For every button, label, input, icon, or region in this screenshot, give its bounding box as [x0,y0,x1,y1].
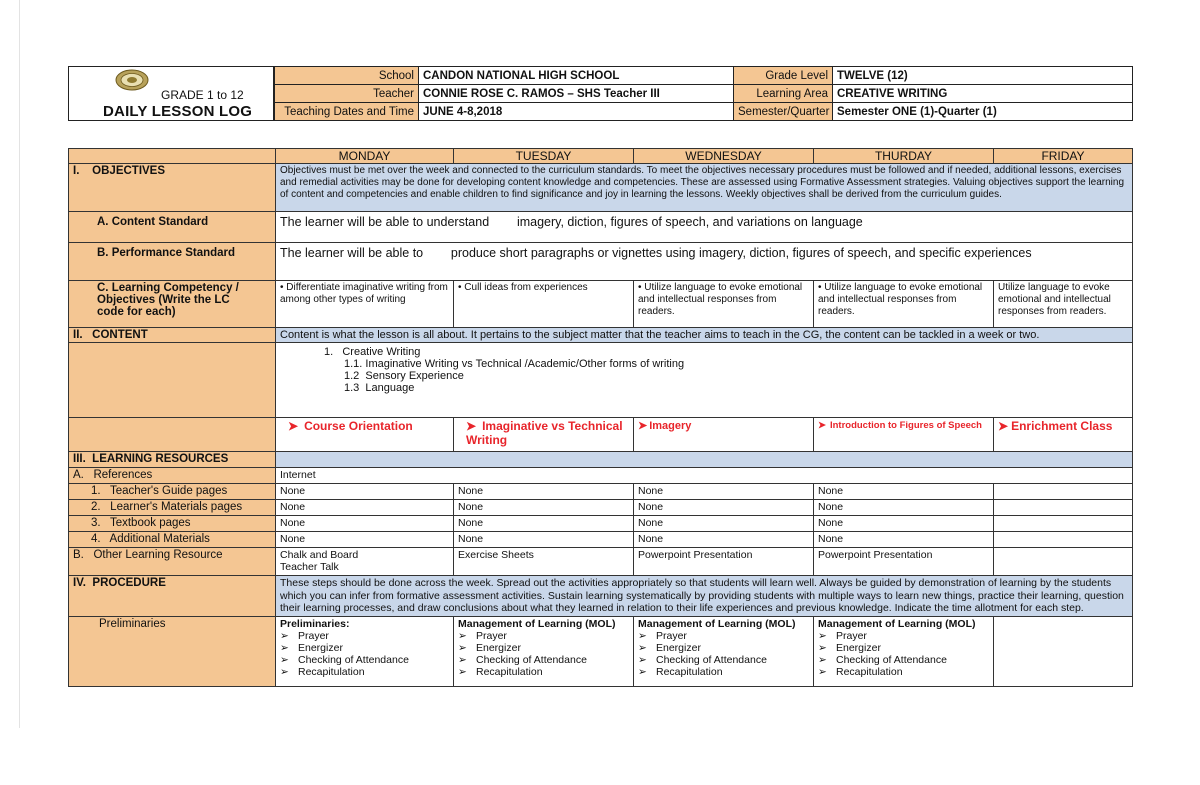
references-label: A. References [69,468,276,484]
content-standard-label: A. Content Standard [69,212,276,243]
grade-level-label: Grade Level [734,67,833,85]
topic-tuesday [454,418,634,452]
outline-item: 1.2 Sensory Experience [344,370,464,382]
arrow-bullet-icon: ➢ [280,629,289,642]
arrow-bullet-icon: ➢ [818,641,827,654]
resource-row-label: 3. Textbook pages [69,516,276,532]
topic-text: Course Orientation [304,419,413,433]
dates-value: JUNE 4-8,2018 [419,103,734,121]
arrow-bullet-icon: ➢ [818,665,827,678]
topic-friday [994,418,1133,452]
outline-item: 1. Creative Writing [324,346,421,358]
resource-cell: None [634,532,814,548]
competency-label: C. Learning Competency / Objectives (Write the LC code for each) [69,281,276,328]
performance-standard-value: The learner will be able to produce short paragraphs or vignettes using imagery, diction, figures of speech, and specific experiences [276,243,1133,281]
preliminaries-wednesday [634,616,814,686]
grade-level-value: TWELVE (12) [833,67,1133,85]
arrow-bullet-icon: ➤ [466,419,477,433]
other-resource-cell: Powerpoint Presentation [814,548,994,576]
dates-label: Teaching Dates and Time [274,103,419,121]
content-heading: II. CONTENT [69,328,276,343]
teacher-label: Teacher [274,85,419,103]
procedure-item: Recapitulation [836,665,903,678]
resource-row-label: 2. Learner's Materials pages [69,500,276,516]
arrow-bullet-icon: ➢ [818,629,827,642]
learning-area-label: Learning Area [734,85,833,103]
lesson-log-table [68,148,1133,687]
preliminaries-label: Preliminaries [69,616,276,686]
resources-band [276,452,1133,468]
header-table [68,66,1133,121]
log-title: DAILY LESSON LOG [103,103,253,120]
resource-cell: None [814,532,994,548]
topic-text: Imagery [649,420,692,432]
outline-item: 1.1. Imaginative Writing vs Technical /Academic/Other forms of writing [344,358,685,370]
arrow-bullet-icon: ➢ [458,653,467,666]
procedure-item: Checking of Attendance [656,653,767,666]
resource-cell: None [814,500,994,516]
teacher-value: CONNIE ROSE C. RAMOS – SHS Teacher III [419,85,734,103]
procedure-item: Prayer [476,629,507,642]
school-label: School [274,67,419,85]
references-value: Internet [276,468,1133,484]
competency-text: • Cull ideas from experiences [458,282,629,294]
resource-cell: None [276,500,454,516]
procedure-title: Management of Learning (MOL) [458,617,616,630]
objectives-note: Objectives must be met over the week and connected to the curriculum standards. To meet the objectives necessary procedures must be followed and if needed, additional lessons, exercises and remedial activities may be done for developing content knowledge and competencies. These are assessed using Formative Assessment strategies. Valuing objectives support the learning of content and competencies and enable children to find significance and joy in learning the lessons. Weekly objectives shall be derived from the curriculum guides. [276,164,1133,212]
preliminaries-friday [994,616,1133,686]
performance-standard-label: B. Performance Standard [69,243,276,281]
semester-value: Semester ONE (1)-Quarter (1) [833,103,1133,121]
competency-text: • Utilize language to evoke emotional and intellectual responses from readers. [818,282,989,318]
procedure-item: Prayer [298,629,329,642]
other-resource-cell: Exercise Sheets [454,548,634,576]
procedure-item: Prayer [836,629,867,642]
resource-cell [994,500,1133,516]
resource-cell: None [634,500,814,516]
resource-cell: None [454,516,634,532]
day-header: THURDAY [814,149,994,164]
procedure-title: Management of Learning (MOL) [638,617,796,630]
arrow-bullet-icon: ➢ [280,653,289,666]
procedure-item: Energizer [836,641,881,654]
procedure-heading: IV. PROCEDURE [69,576,276,617]
preliminaries-tuesday [454,616,634,686]
arrow-bullet-icon: ➢ [818,653,827,666]
topic-monday [276,418,454,452]
other-resource-label: B. Other Learning Resource [69,548,276,576]
resource-row-label: 4. Additional Materials [69,532,276,548]
competency-wednesday [634,281,814,328]
arrow-bullet-icon: ➢ [638,665,647,678]
competency-text: • Utilize language to evoke emotional and intellectual responses from readers. [638,282,809,318]
other-resource-cell [276,548,454,576]
resource-cell: None [276,516,454,532]
topics-label-cell [69,418,276,452]
outline-item: 1.3 Language [344,382,415,394]
preliminaries-monday [276,616,454,686]
arrow-bullet-icon: ➢ [638,641,647,654]
procedure-item: Recapitulation [476,665,543,678]
arrow-bullet-icon: ➢ [458,629,467,642]
school-value: CANDON NATIONAL HIGH SCHOOL [419,67,734,85]
resource-cell: None [276,484,454,500]
resource-cell: None [634,484,814,500]
day-header: FRIDAY [994,149,1133,164]
procedure-item: Checking of Attendance [836,653,947,666]
topic-wednesday [634,418,814,452]
deped-seal-icon [115,69,149,91]
resource-cell: None [454,484,634,500]
resource-cell [994,484,1133,500]
arrow-bullet-icon: ➢ [638,629,647,642]
learning-area-value: CREATIVE WRITING [833,85,1133,103]
semester-label: Semester/Quarter [734,103,833,121]
procedure-title: Management of Learning (MOL) [818,617,976,630]
procedure-item: Checking of Attendance [298,653,409,666]
day-header: MONDAY [276,149,454,164]
competency-thursday [814,281,994,328]
resource-cell: None [814,484,994,500]
resource-cell [994,516,1133,532]
arrow-bullet-icon: ➤ [998,419,1009,433]
topic-text: Imaginative vs Technical Writing [466,419,623,447]
logo-cell [69,67,274,121]
procedure-item: Energizer [656,641,701,654]
resource-cell: None [634,516,814,532]
content-standard-value: The learner will be able to understand imagery, diction, figures of speech, and variations on language [276,212,1133,243]
arrow-bullet-icon: ➤ [638,420,648,432]
corner-cell [69,149,276,164]
day-header: TUESDAY [454,149,634,164]
resource-cell: None [454,500,634,516]
resource-cell: None [454,532,634,548]
procedure-item: Recapitulation [298,665,365,678]
resource-cell [994,532,1133,548]
competency-monday [276,281,454,328]
page-left-rule [19,0,20,728]
procedure-title: Preliminaries: [280,617,350,630]
procedure-item: Checking of Attendance [476,653,587,666]
arrow-bullet-icon: ➢ [280,641,289,654]
arrow-bullet-icon: ➤ [288,419,299,433]
arrow-bullet-icon: ➢ [280,665,289,678]
resource-row-label: 1. Teacher's Guide pages [69,484,276,500]
resource-cell: None [814,516,994,532]
other-resource-cell [994,548,1133,576]
grade-range-label: GRADE 1 to 12 [161,88,244,102]
preliminaries-thursday [814,616,994,686]
procedure-item: Energizer [298,641,343,654]
arrow-bullet-icon: ➤ [818,420,826,431]
other-resource-text: Teacher Talk [280,561,339,573]
objectives-heading: I. OBJECTIVES [69,164,276,212]
procedure-note: These steps should be done across the week. Spread out the activities appropriately so that students will learn well. Always be guided by demonstration of learning by the students which you can infer from formative assessment activities. Sustain learning systematically by providing students with multiple ways to learn new things, practice their learning, question their learning processes, and draw conclusions about what they learned in relation to their life experiences and previous knowledge. Indicate the time allotment for each step. [276,576,1133,617]
arrow-bullet-icon: ➢ [458,665,467,678]
procedure-item: Recapitulation [656,665,723,678]
resources-heading: III. LEARNING RESOURCES [69,452,276,468]
other-resource-text: Chalk and Board [280,549,359,561]
competency-text: Utilize language to evoke emotional and intellectual responses from readers. [998,282,1111,317]
arrow-bullet-icon: ➢ [458,641,467,654]
content-note: Content is what the lesson is all about. It pertains to the subject matter that the teacher aims to teach in the CG, the content can be tackled in a week or two. [276,328,1133,343]
competency-friday [994,281,1133,328]
arrow-bullet-icon: ➢ [638,653,647,666]
topic-text: Enrichment Class [1011,419,1113,433]
content-outline-label-cell [69,343,276,418]
competency-text: • Differentiate imaginative writing from among other types of writing [280,282,449,306]
topic-thursday [814,418,994,452]
resource-cell: None [276,532,454,548]
procedure-item: Energizer [476,641,521,654]
competency-tuesday [454,281,634,328]
content-outline [276,343,1133,418]
other-resource-cell: Powerpoint Presentation [634,548,814,576]
procedure-item: Prayer [656,629,687,642]
day-header: WEDNESDAY [634,149,814,164]
topic-text: Introduction to Figures of Speech [829,420,982,431]
